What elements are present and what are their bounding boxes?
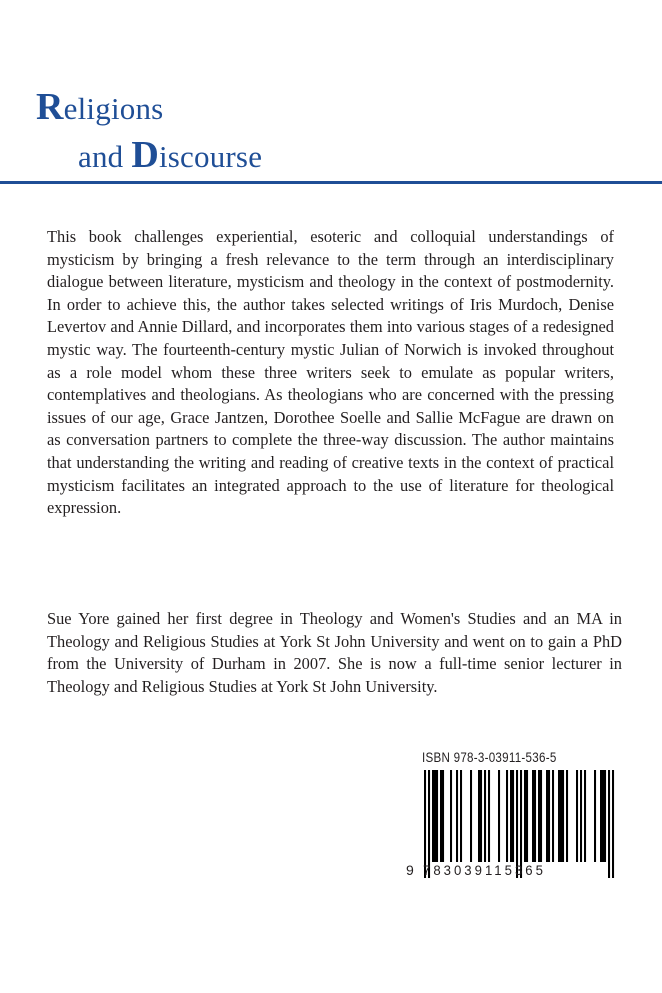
barcode-bar [576, 770, 578, 862]
barcode-bar [460, 770, 462, 862]
barcode-bar [440, 770, 442, 862]
barcode-bar [442, 770, 444, 862]
barcode-bar [538, 770, 540, 862]
barcode-bar [600, 770, 602, 862]
barcode-bar [584, 770, 586, 862]
barcode-bar [602, 770, 604, 862]
series-title-line-2 [36, 132, 262, 180]
series-title-and: and [78, 139, 132, 174]
barcode-bar [532, 770, 534, 862]
barcode-bar [432, 770, 434, 862]
barcode-bar [478, 770, 480, 862]
barcode-bar [506, 770, 508, 862]
barcode-bar [450, 770, 452, 862]
barcode-bar [488, 770, 490, 862]
barcode-digit-first: 9 [406, 862, 414, 878]
series-title [36, 84, 262, 180]
barcode-bar [558, 770, 560, 862]
barcode-bar [512, 770, 514, 862]
barcode-bar [580, 770, 582, 862]
isbn-label: ISBN 978-3-03911-536-5 [422, 750, 557, 765]
barcode-bar [484, 770, 486, 862]
barcode-bar [594, 770, 596, 862]
barcode-bar [566, 770, 568, 862]
barcode-bar [546, 770, 548, 862]
barcode-guard-bar [608, 770, 610, 878]
barcode-bar [436, 770, 438, 862]
barcode-bar [470, 770, 472, 862]
barcode-digits-rest: 783039115365 [423, 862, 546, 878]
barcode-bar [526, 770, 528, 862]
series-title-initial-r: R [36, 86, 64, 128]
series-title-word-1-rest: eligions [63, 91, 164, 126]
barcode-bar [562, 770, 564, 862]
barcode-bar [604, 770, 606, 862]
book-description: This book challenges experiential, esoteric and colloquial understandings of mysticism by bringing a fresh relevance to the term through an interdisciplinary dialogue between literature, mysticism and theology in the context of postmodernity. In order to achieve this, the author takes selected writings of Iris Murdoch, Denise Levertov and Annie Dillard, and incorporates them into various stages of a redesigned mystic way. The fourteenth-century mystic Julian of Norwich is invoked throughout as a role model whom these three writers seek to emulate as popular writers, contemplatives and theologians. As theologians who are concerned with the pressing issues of our age, Grace Jantzen, Dorothee Soelle and Sallie McFague are drawn on as conversation partners to complete the three-way discussion. The author maintains that understanding the writing and reading of creative texts in the context of practical mysticism facilitates an integrated approach to the use of literature for theological expression. [47, 227, 614, 518]
series-title-initial-d: D [131, 134, 159, 176]
barcode-bar [560, 770, 562, 862]
series-title-word-2-rest: iscourse [158, 139, 263, 174]
barcode-bar [540, 770, 542, 862]
barcode-bar [534, 770, 536, 862]
barcode-bar [434, 770, 436, 862]
header-rule [0, 181, 662, 184]
barcode-bar [456, 770, 458, 862]
barcode-guard-bar [612, 770, 614, 878]
barcode-bar [498, 770, 500, 862]
barcode-bar [552, 770, 554, 862]
author-bio: Sue Yore gained her first degree in Theology and Women's Studies and an MA in Theology and Religious Studies at York St John University and went on to gain a PhD from the University of Durham in 2007. She is now a full-time senior lecturer in Theology and Religious Studies at York St John University. [47, 609, 622, 696]
series-title-line-1 [36, 84, 262, 132]
barcode-bar [524, 770, 526, 862]
barcode-bar [510, 770, 512, 862]
barcode-bar [548, 770, 550, 862]
barcode-bar [480, 770, 482, 862]
